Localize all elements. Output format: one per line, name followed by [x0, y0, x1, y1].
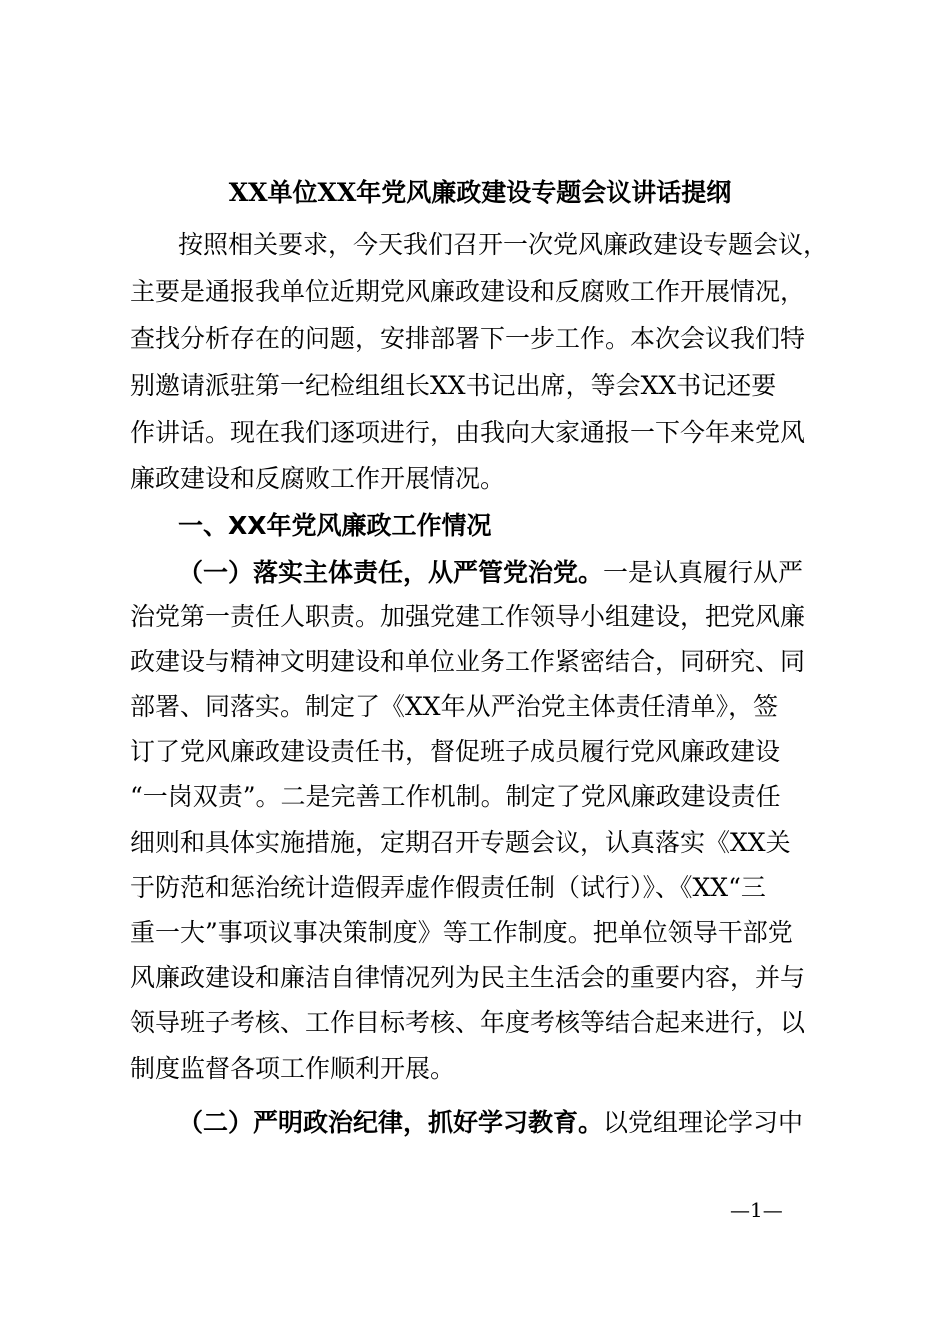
- paragraph-line: 查找分析存在的问题，安排部署下一步工作。本次会议我们特: [130, 324, 806, 353]
- paragraph-line: 作讲话。现在我们逐项进行，由我向大家通报一下今年来党风: [130, 418, 806, 447]
- section-heading: 一、XX年党风廉政工作情况: [178, 511, 492, 540]
- paragraph-line: 廉政建设和反腐败工作开展情况。: [130, 464, 506, 493]
- paragraph-text: 以党组理论学习中: [603, 1108, 804, 1137]
- paragraph-line: 主要是通报我单位近期党风廉政建设和反腐败工作开展情况，: [130, 277, 806, 306]
- paragraph-line: 重一大”事项议事决策制度》等工作制度。把单位领导干部党: [130, 918, 793, 947]
- paragraph-line: “一岗双责”。二是完善工作机制。制定了党风廉政建设责任: [130, 782, 781, 811]
- paragraph-line: 于防范和惩治统计造假弄虚作假责任制（试行）》、《XX“三: [130, 873, 766, 902]
- paragraph-line: 按照相关要求，今天我们召开一次党风廉政建设专题会议，: [178, 230, 829, 259]
- paragraph-line: 别邀请派驻第一纪检组组长XX书记出席，等会XX书记还要: [130, 371, 777, 400]
- document-title: XX单位XX年党风廉政建设专题会议讲话提纲: [228, 178, 732, 207]
- paragraph-line: [178, 1106, 803, 1140]
- paragraph-text: 一是认真履行从严: [603, 558, 804, 587]
- paragraph-line: 治党第一责任人职责。加强党建工作领导小组建设，把党风廉: [130, 602, 806, 631]
- subsection-title: （一）落实主体责任，从严管党治党。: [178, 558, 604, 587]
- paragraph-line: [178, 556, 803, 590]
- paragraph-line: 制度监督各项工作顺利开展。: [130, 1054, 456, 1083]
- page-number: —1—: [730, 1198, 783, 1222]
- paragraph-line: 政建设与精神文明建设和单位业务工作紧密结合，同研究、同: [130, 647, 806, 676]
- paragraph-line: 领导班子考核、工作目标考核、年度考核等结合起来进行，以: [130, 1008, 806, 1037]
- paragraph-line: 细则和具体实施措施，定期召开专题会议，认真落实《XX关: [130, 828, 791, 857]
- paragraph-line: 风廉政建设和廉洁自律情况列为民主生活会的重要内容，并与: [130, 963, 806, 992]
- paragraph-line: 部署、同落实。制定了《XX年从严治党主体责任清单》，签: [130, 692, 779, 721]
- paragraph-line: 订了党风廉政建设责任书，督促班子成员履行党风廉政建设: [130, 737, 781, 766]
- subsection-title: （二）严明政治纪律，抓好学习教育。: [178, 1108, 604, 1137]
